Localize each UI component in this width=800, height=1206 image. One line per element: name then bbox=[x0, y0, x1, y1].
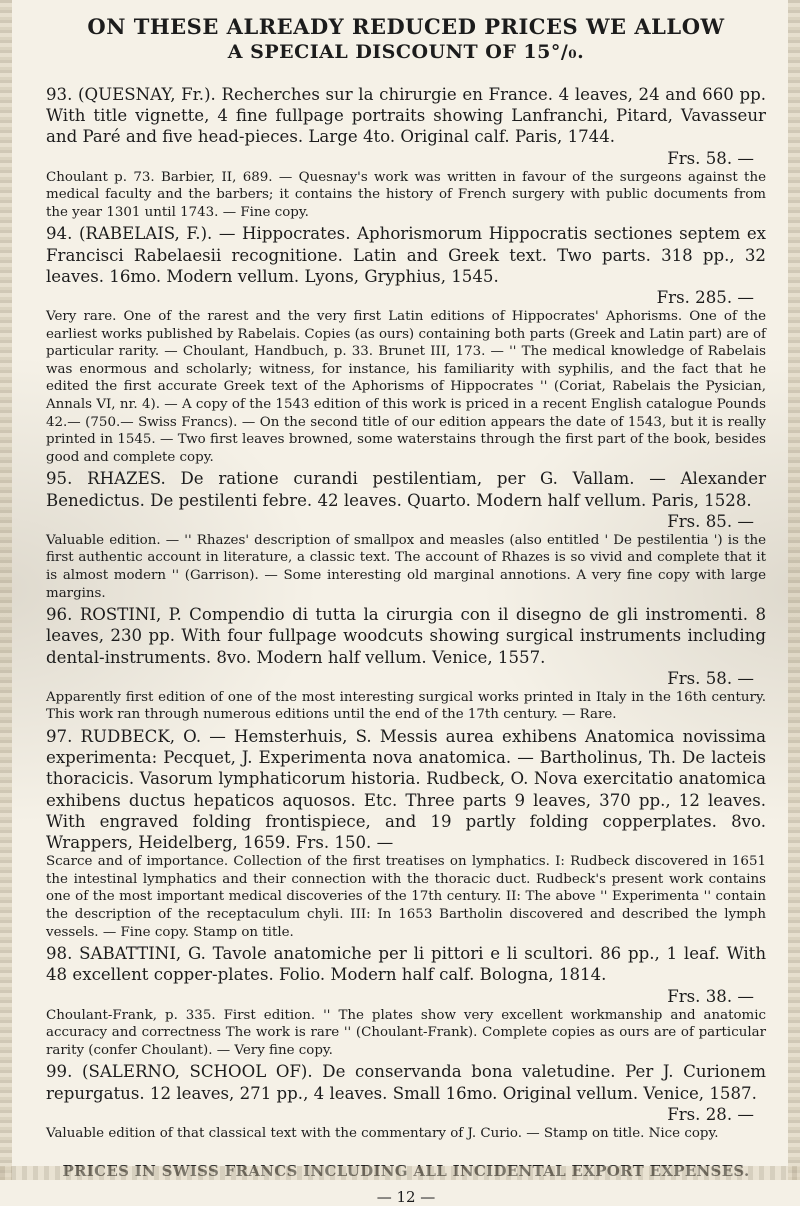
entry-note: Choulant-Frank, p. 335. First edition. '' The plates show very excellent workmanship and anatomic accuracy and correctness The work is rare '' (Choulant-Frank). Complete copies as ours are of particular rarity (confer Choulant). — Very fine copy. bbox=[46, 1007, 766, 1058]
entry-description: 97. RUDBECK, O. — Hemsterhuis, S. Messis aurea exhibens Anatomica novissima experimenta: Pecquet, J. Experimenta nova anatomica. — Bartholinus, Th. De lacteis thoracicis. Vasorum lymphaticorum historia. Rudbeck, O. Nova exercitatio anatomica exhibens ductus hepaticos aquosos. Etc. Three parts 9 leaves, 370 pp., 12 leaves. With engraved folding frontispiece, and 19 partly folding copperplates. 8vo. Wrappers, Heidelberg, 1659. Frs. 150. — bbox=[46, 726, 766, 852]
catalogue-entry-96 bbox=[46, 604, 766, 724]
entry-description: 94. (RABELAIS, F.). — Hippocrates. Aphorismorum Hippocratis sectiones septem ex Francisci Rabelaesii recognitione. Latin and Greek text. Two parts. 318 pp., 32 leaves. 16mo. Modern vellum. Lyons, Gryphius, 1545. bbox=[46, 224, 766, 286]
entry-price: Frs. 38. — bbox=[667, 986, 754, 1006]
catalogue-entry-98 bbox=[46, 943, 766, 1059]
entry-note: Valuable edition of that classical text with the commentary of J. Curio. — Stamp on title. Nice copy. bbox=[46, 1125, 719, 1141]
catalogue-entry-94 bbox=[46, 223, 766, 466]
catalogue-entry-95 bbox=[46, 468, 766, 602]
entry-price: Frs. 58. — bbox=[667, 148, 754, 168]
page-number: — 12 — bbox=[376, 1188, 436, 1206]
entry-price: Frs. 28. — bbox=[667, 1104, 754, 1124]
entry-description: 93. (QUESNAY, Fr.). Recherches sur la chirurgie en France. 4 leaves, 24 and 660 pp. With title vignette, 4 fine fullpage portraits showing Lanfranchi, Pitard, Vavasseur and Paré and five head-pieces. Large 4to. Original calf. Paris, 1744. bbox=[46, 85, 766, 147]
entry-price: Frs. 85. — bbox=[667, 511, 754, 531]
header-line-1: ON THESE ALREADY REDUCED PRICES WE ALLOW bbox=[87, 14, 725, 39]
page-header bbox=[46, 14, 766, 64]
entry-note: Choulant p. 73. Barbier, II, 689. — Quesnay's work was written in favour of the surgeons against the medical faculty and the barbers; it contains the history of French surgery with public documents from the year 1301 until 1743. — Fine copy. bbox=[46, 169, 766, 220]
page-edge-right bbox=[788, 0, 800, 1180]
page-edge-left bbox=[0, 0, 12, 1180]
entry-note: Very rare. One of the rarest and the very first Latin editions of Hippocrates' Aphorisms. One of the earliest works published by Rabelais. Copies (as ours) containing both parts (Greek and Latin part) are of particular rarity. — Choulant, Handbuch, p. 33. Brunet III, 173. — '' The medical knowledge of Rabelais was enormous and scholarly; witness, for instance, his familiarity with syphilis, and the fact that he edited the first accurate Greek text of the Aphorisms of Hippocrates '' (Coriat, Rabelais the Pysician, Annals VI, nr. 4). — A copy of the 1543 edition of this work is priced in a recent English catalogue Pounds 42.— (750.— Swiss Francs). — On the second title of our edition appears the date of 1543, but it is really printed in 1545. — Two first leaves browned, some waterstains through the first part of the book, besides good and complete copy. bbox=[46, 309, 766, 465]
entry-price: Frs. 285. — bbox=[656, 288, 754, 307]
entry-description: 98. SABATTINI, G. Tavole anatomiche per li pittori e li scultori. 86 pp., 1 leaf. With 48 excellent copper-plates. Folio. Modern half calf. Bologna, 1814. bbox=[46, 944, 766, 985]
entry-price: Frs. 58. — bbox=[667, 668, 754, 688]
entry-description: 95. RHAZES. De ratione curandi pestilentiam, per G. Vallam. — Alexander Benedictus. De pestilenti febre. 42 leaves. Quarto. Modern half vellum. Paris, 1528. bbox=[46, 469, 766, 510]
entry-description: 96. ROSTINI, P. Compendio di tutta la cirurgia con il disegno de gli instromenti. 8 leaves, 230 pp. With four fullpage woodcuts showing surgical instruments including dental-instruments. 8vo. Modern half vellum. Venice, 1557. bbox=[46, 605, 766, 667]
catalogue-entry-99 bbox=[46, 1061, 766, 1142]
entry-note: Valuable edition. — '' Rhazes' description of smallpox and measles (also entitled ' De pestilentia ') is the first authentic account in literature, a classic text. The account of Rhazes is so vivid and complete that it is almost modern '' (Garrison). — Some interesting old marginal annotions. A very fine copy with large margins. bbox=[46, 532, 766, 601]
header-line-2: A SPECIAL DISCOUNT OF 15°/₀. bbox=[227, 41, 585, 63]
entry-note: Apparently first edition of one of the most interesting surgical works printed in Italy in the 16th century. This work ran through numerous editions until the end of the 17th century. — Rare. bbox=[46, 689, 766, 723]
page-edge-bottom bbox=[0, 1166, 800, 1180]
catalogue-entry-97 bbox=[46, 726, 766, 941]
entry-description: 99. (SALERNO, SCHOOL OF). De conservanda bona valetudine. Per J. Curionem repurgatus. 12 leaves, 271 pp., 4 leaves. Small 16mo. Original vellum. Venice, 1587. bbox=[46, 1062, 766, 1103]
catalogue-entry-93 bbox=[46, 84, 766, 221]
entry-note: Scarce and of importance. Collection of the first treatises on lymphatics. I: Rudbeck discovered in 1651 the intestinal lymphatics and their connection with the thoracic duct. Rudbeck's present work contains one of the most important medical discoveries of the 17th century. II: The above '' Experimenta '' contain the description of the receptaculum chyli. III: In 1653 Bartholin discovered and described the lymph vessels. — Fine copy. Stamp on title. bbox=[46, 854, 766, 940]
